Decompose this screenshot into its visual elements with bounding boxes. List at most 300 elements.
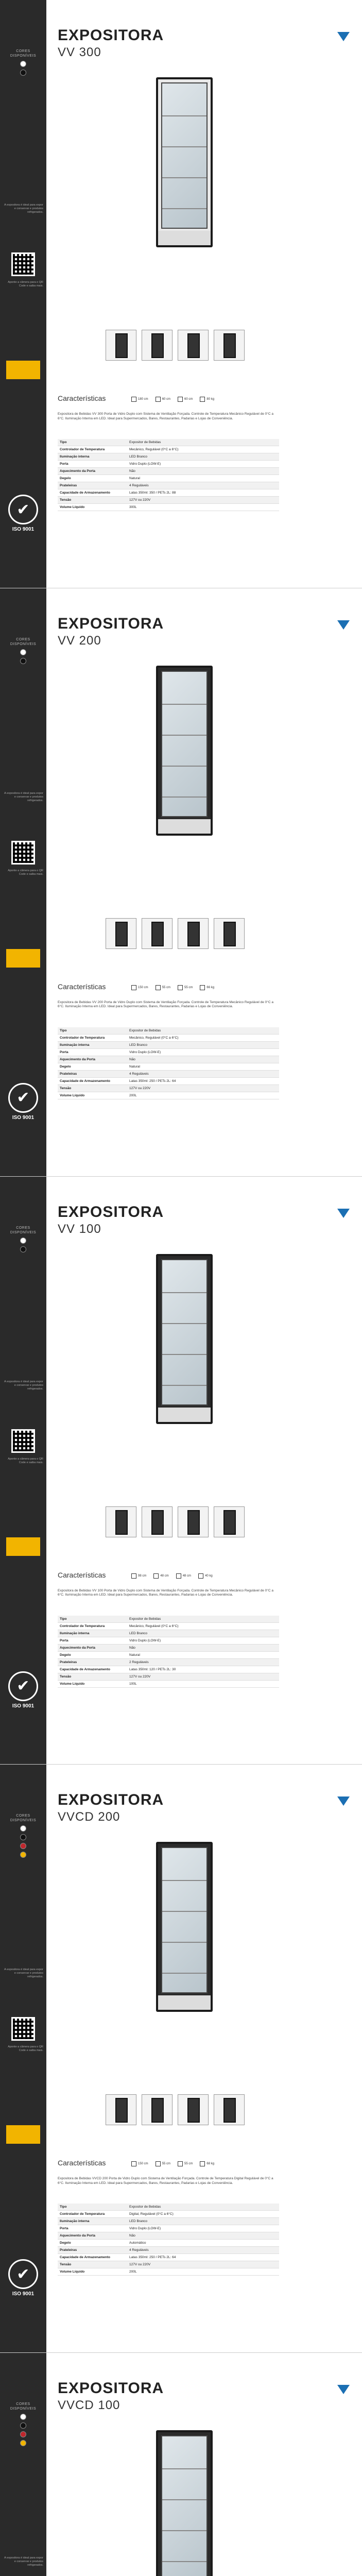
dimension-value: 80 kg	[206, 398, 215, 401]
spec-key: Porta	[58, 2225, 127, 2232]
thumbnail-image	[151, 1510, 164, 1535]
spec-key: Capacidade de Armazenamento	[58, 489, 127, 497]
spec-value: 200L	[127, 1092, 279, 1099]
thumbnail[interactable]	[106, 1506, 136, 1537]
shelf	[162, 146, 206, 147]
dimension-item	[131, 985, 148, 990]
dimension-item	[153, 1573, 168, 1579]
color-swatch[interactable]	[20, 1238, 26, 1244]
color-swatch[interactable]	[20, 2422, 26, 2429]
qr-code-icon[interactable]	[11, 252, 35, 276]
glass-door	[161, 2435, 208, 2576]
dimension-icon	[198, 1573, 203, 1579]
dimension-icon	[131, 397, 136, 402]
qr-note: Aponte a câmera para o QR Code e saiba mais.	[8, 869, 43, 876]
color-swatch[interactable]	[20, 61, 26, 67]
qr-pattern	[13, 254, 33, 275]
iso-label: ISO 9001	[12, 2291, 35, 2297]
spec-row	[58, 475, 279, 482]
spec-row	[58, 446, 279, 453]
spec-value: Natural	[127, 475, 279, 482]
spec-row	[58, 2232, 279, 2240]
color-swatch[interactable]	[20, 2414, 26, 2420]
spec-value: 127V ou 220V	[127, 1084, 279, 1092]
dimension-icon	[200, 985, 205, 990]
shelf	[162, 1292, 206, 1293]
color-swatch[interactable]	[20, 2440, 26, 2446]
spec-key: Prateleiras	[58, 482, 127, 489]
spec-value: Natural	[127, 1651, 279, 1658]
spec-value: Mecânico, Regulável (0°C a 6°C)	[127, 446, 279, 453]
dimension-value: 55 cm	[162, 2162, 171, 2166]
spec-value: 200L	[127, 2268, 279, 2276]
spec-row	[58, 1041, 279, 1048]
shelf	[162, 208, 206, 209]
spec-row	[58, 1658, 279, 1666]
product-model: VV 200	[58, 633, 101, 648]
shelf	[162, 1880, 206, 1881]
spec-value: Vidro Duplo (LOW-E)	[127, 1048, 279, 1056]
sidebar	[0, 0, 46, 588]
sidebar	[0, 2353, 46, 2576]
spec-key: Tensão	[58, 1084, 127, 1092]
shelf	[162, 115, 206, 116]
checkmark-icon: ✔	[8, 495, 38, 524]
shelf	[162, 1942, 206, 1943]
spec-heading: Características	[58, 982, 106, 991]
spec-table	[58, 1027, 279, 1099]
spec-key: Porta	[58, 1048, 127, 1056]
spec-row	[58, 1666, 279, 1673]
thumbnail-image	[187, 333, 200, 358]
cores-label: CORES DISPONÍVEIS	[0, 637, 46, 664]
cores-label: CORES DISPONÍVEIS	[0, 1226, 46, 1252]
spec-row	[58, 482, 279, 489]
spec-row	[58, 468, 279, 475]
spec-key: Iluminação interna	[58, 1041, 127, 1048]
product-title: EXPOSITORA	[58, 27, 164, 44]
shelf	[162, 1354, 206, 1355]
brand-logo-icon	[337, 32, 350, 41]
thumbnail-image	[187, 2098, 200, 2123]
spec-value: Expositor de Bebidas	[127, 439, 279, 446]
product-page	[0, 0, 362, 588]
spec-key: Degelo	[58, 1063, 127, 1070]
spec-heading: Características	[58, 2159, 106, 2167]
spec-value: 4 Reguláveis	[127, 1070, 279, 1077]
product-image	[156, 2430, 213, 2576]
shelf	[162, 1911, 206, 1912]
spec-value: Latas 350ml: 250 / PETs 2L: 64	[127, 2254, 279, 2261]
product-description: Expositora de Bebidas VV 100 Porta de Vidro Duplo com Sistema de Ventilação Forçada. Controle de Temperatura Mecânico Regulável de 0°C a 6°C. Iluminação Interna em LED. Ideal para Supermercados, Bares, Restaurantes, Padarias e Lojas de Conveniência.	[58, 1588, 273, 1597]
dimension-icon	[131, 2161, 136, 2166]
spec-key: Controlador de Temperatura	[58, 446, 127, 453]
dimension-value: 68 kg	[206, 2162, 215, 2166]
spec-key: Prateleiras	[58, 2247, 127, 2254]
spec-row	[58, 2218, 279, 2225]
spec-value: Não	[127, 1644, 279, 1651]
glass-door	[161, 82, 208, 229]
dimension-value: 150 cm	[138, 986, 148, 989]
shelf	[162, 2530, 206, 2531]
spec-row	[58, 1092, 279, 1099]
spec-value: Não	[127, 468, 279, 475]
thumbnail[interactable]	[142, 2094, 173, 2125]
spec-key: Degelo	[58, 1651, 127, 1658]
spec-row	[58, 1027, 279, 1035]
cores-label: CORES DISPONÍVEIS	[0, 2402, 46, 2446]
spec-key: Tensão	[58, 1673, 127, 1680]
spec-value: Vidro Duplo (LOW-E)	[127, 461, 279, 468]
shelf	[162, 177, 206, 178]
thumbnail-strip	[106, 918, 245, 949]
spec-key: Tensão	[58, 497, 127, 504]
spec-row	[58, 439, 279, 446]
color-swatch[interactable]	[20, 1246, 26, 1252]
dimension-item	[131, 2161, 148, 2166]
spec-row	[58, 1056, 279, 1063]
iso-certification	[5, 2259, 41, 2297]
spec-value: LED Branco	[127, 2218, 279, 2225]
thumbnail[interactable]	[106, 918, 136, 949]
thumbnail[interactable]	[214, 2094, 245, 2125]
thumbnail-image	[187, 1510, 200, 1535]
dimension-icon	[131, 985, 136, 990]
color-swatch[interactable]	[20, 70, 26, 76]
dimension-icon	[153, 1573, 159, 1579]
dimension-icon	[131, 1573, 136, 1579]
spec-row	[58, 1084, 279, 1092]
spec-key: Porta	[58, 1637, 127, 1644]
spec-value: 127V ou 220V	[127, 1673, 279, 1680]
spec-value: Latas 350ml: 120 / PETs 2L: 30	[127, 1666, 279, 1673]
spec-row	[58, 2211, 279, 2218]
spec-key: Tipo	[58, 439, 127, 446]
brand-logo-icon	[337, 2385, 350, 2394]
brand-logo-icon	[337, 1797, 350, 1806]
qr-pattern	[13, 2019, 33, 2039]
color-swatch[interactable]	[20, 1843, 26, 1849]
dimension-item	[131, 397, 148, 402]
dimension-item	[200, 397, 214, 402]
thumbnail-image	[223, 333, 236, 358]
product-title: EXPOSITORA	[58, 1791, 164, 1809]
spec-value: Não	[127, 2232, 279, 2240]
fridge-base	[158, 819, 211, 834]
brand-logo-icon	[337, 1209, 350, 1218]
spec-row	[58, 1673, 279, 1680]
spec-value: LED Branco	[127, 1630, 279, 1637]
product-description: Expositora de Bebidas VVCD 200 Porta de Vidro Duplo com Sistema de Ventilação Forçada. Controle de Temperatura Digital Regulável de 0°C a 6°C. Iluminação Interna em LED. Ideal para Supermercados, Bares, Restaurantes, Padarias e Lojas de Conveniência.	[58, 2177, 273, 2185]
spec-key: Capacidade de Armazenamento	[58, 2254, 127, 2261]
spec-row	[58, 2261, 279, 2268]
warranty-badge	[6, 2125, 40, 2144]
sidebar-note: A expositora é ideal para expor e conservar e produtos refrigerados.	[4, 791, 43, 802]
spec-value: 100L	[127, 1680, 279, 1687]
sidebar-note: A expositora é ideal para expor e conservar e produtos refrigerados.	[4, 2556, 43, 2567]
fridge-base	[158, 1408, 211, 1422]
sidebar	[0, 1765, 46, 2352]
spec-row	[58, 2247, 279, 2254]
color-swatch[interactable]	[20, 1825, 26, 1832]
dimension-item	[156, 2161, 170, 2166]
spec-row	[58, 461, 279, 468]
iso-certification	[5, 495, 41, 532]
spec-value: Latas 350ml: 350 / PETs 2L: 88	[127, 489, 279, 497]
warranty-badge	[6, 1537, 40, 1556]
spec-row	[58, 1644, 279, 1651]
checkmark-icon: ✔	[8, 1671, 38, 1701]
shelf	[162, 2561, 206, 2562]
dimension-icon	[178, 397, 183, 402]
glass-door	[161, 1259, 208, 1405]
sidebar-note: A expositora é ideal para expor e conservar e produtos refrigerados.	[4, 1380, 43, 1391]
product-page	[0, 1177, 362, 1765]
spec-key: Iluminação interna	[58, 2218, 127, 2225]
thumbnail[interactable]	[142, 330, 173, 361]
spec-row	[58, 2240, 279, 2247]
product-title: EXPOSITORA	[58, 615, 164, 632]
spec-key: Volume Líquido	[58, 504, 127, 511]
spec-row	[58, 1034, 279, 1041]
thumbnail-strip	[106, 2094, 245, 2125]
shelf	[162, 2499, 206, 2500]
color-swatch[interactable]	[20, 658, 26, 664]
product-title: EXPOSITORA	[58, 2380, 164, 2397]
dimension-item	[198, 1573, 213, 1579]
spec-value: Digital, Regulável (0°C a 6°C)	[127, 2211, 279, 2218]
dimension-value: 55 cm	[162, 986, 171, 989]
product-page	[0, 588, 362, 1177]
qr-code-icon[interactable]	[11, 1429, 35, 1453]
thumbnail-strip	[106, 330, 245, 361]
shelf	[162, 735, 206, 736]
dimension-icon	[176, 1573, 181, 1579]
dimensions	[131, 2161, 214, 2166]
spec-key: Iluminação interna	[58, 1630, 127, 1637]
spec-key: Controlador de Temperatura	[58, 2211, 127, 2218]
spec-row	[58, 2254, 279, 2261]
thumbnail-image	[187, 922, 200, 946]
shelf	[162, 2468, 206, 2469]
spec-value: Expositor de Bebidas	[127, 1616, 279, 1623]
dimension-item	[131, 1573, 146, 1579]
spec-key: Prateleiras	[58, 1070, 127, 1077]
fridge-base	[158, 1995, 211, 2010]
thumbnail-strip	[106, 1506, 245, 1537]
color-swatch[interactable]	[20, 1834, 26, 1840]
thumbnail-image	[115, 922, 128, 946]
thumbnail-image	[151, 333, 164, 358]
spec-heading: Características	[58, 1570, 106, 1579]
checkmark-icon: ✔	[8, 1083, 38, 1113]
thumbnail[interactable]	[106, 2094, 136, 2125]
spec-row	[58, 1680, 279, 1687]
thumbnail-image	[223, 922, 236, 946]
dimension-value: 48 cm	[160, 1574, 169, 1578]
dimension-item	[200, 2161, 214, 2166]
thumbnail-image	[115, 2098, 128, 2123]
shelf	[162, 704, 206, 705]
sidebar-note: A expositora é ideal para expor e conservar e produtos refrigerados.	[4, 204, 43, 214]
thumbnail-image	[151, 922, 164, 946]
dimension-icon	[178, 2161, 183, 2166]
product-image	[156, 666, 213, 836]
spec-row	[58, 1616, 279, 1623]
fridge-base	[158, 231, 211, 245]
shelf	[162, 1323, 206, 1324]
thumbnail[interactable]	[214, 1506, 245, 1537]
dimension-icon	[200, 2161, 205, 2166]
spec-key: Volume Líquido	[58, 1680, 127, 1687]
spec-value: Automático	[127, 2240, 279, 2247]
product-model: VV 100	[58, 1222, 101, 1236]
spec-value: 127V ou 220V	[127, 497, 279, 504]
thumbnail-image	[223, 1510, 236, 1535]
spec-value: Natural	[127, 1063, 279, 1070]
spec-key: Porta	[58, 461, 127, 468]
cores-label: CORES DISPONÍVEIS	[0, 49, 46, 76]
dimension-item	[156, 397, 170, 402]
spec-value: Expositor de Bebidas	[127, 2204, 279, 2211]
dimension-value: 150 cm	[138, 2162, 148, 2166]
dimension-item	[176, 1573, 191, 1579]
iso-certification	[5, 1083, 41, 1121]
iso-certification	[5, 1671, 41, 1709]
product-image	[156, 77, 213, 247]
sidebar-note: A expositora é ideal para expor e conservar e produtos refrigerados.	[4, 1968, 43, 1979]
spec-row	[58, 1070, 279, 1077]
spec-row	[58, 1063, 279, 1070]
spec-row	[58, 497, 279, 504]
product-title: EXPOSITORA	[58, 1203, 164, 1221]
product-model: VV 300	[58, 45, 101, 59]
spec-table	[58, 1616, 279, 1688]
spec-key: Degelo	[58, 2240, 127, 2247]
spec-value: LED Branco	[127, 453, 279, 461]
qr-code-icon[interactable]	[11, 2017, 35, 2041]
cores-label: CORES DISPONÍVEIS	[0, 1814, 46, 1858]
spec-table	[58, 439, 279, 511]
dimension-value: 98 cm	[138, 1574, 147, 1578]
spec-value: LED Branco	[127, 1041, 279, 1048]
dimension-value: 60 cm	[184, 398, 193, 401]
spec-value: Vidro Duplo (LOW-E)	[127, 2225, 279, 2232]
spec-value: Mecânico, Regulável (0°C a 6°C)	[127, 1034, 279, 1041]
sidebar	[0, 588, 46, 1176]
qr-note: Aponte a câmera para o QR Code e saiba mais.	[8, 1457, 43, 1464]
thumbnail[interactable]	[142, 1506, 173, 1537]
spec-value: Latas 350ml: 250 / PETs 2L: 64	[127, 1077, 279, 1084]
iso-label: ISO 9001	[12, 1703, 35, 1709]
thumbnail-image	[151, 2098, 164, 2123]
spec-row	[58, 504, 279, 511]
dimension-icon	[156, 985, 161, 990]
color-swatch[interactable]	[20, 1852, 26, 1858]
dimension-icon	[200, 397, 205, 402]
spec-value: Vidro Duplo (LOW-E)	[127, 1637, 279, 1644]
spec-key: Tipo	[58, 1616, 127, 1623]
thumbnail[interactable]	[178, 1506, 209, 1537]
spec-key: Aquecimento da Porta	[58, 2232, 127, 2240]
glass-door	[161, 1847, 208, 1993]
iso-label: ISO 9001	[12, 527, 35, 532]
product-image	[156, 1842, 213, 2012]
spec-row	[58, 1637, 279, 1644]
dimension-icon	[156, 397, 161, 402]
thumbnail[interactable]	[178, 2094, 209, 2125]
qr-code-icon[interactable]	[11, 841, 35, 865]
product-model: VVCD 100	[58, 2398, 120, 2413]
thumbnail[interactable]	[214, 918, 245, 949]
thumbnail-image	[223, 2098, 236, 2123]
spec-row	[58, 1048, 279, 1056]
qr-note: Aponte a câmera para o QR Code e saiba mais.	[8, 2045, 43, 2053]
shelf	[162, 796, 206, 798]
thumbnail[interactable]	[142, 918, 173, 949]
spec-row	[58, 2268, 279, 2276]
spec-row	[58, 453, 279, 461]
thumbnail[interactable]	[214, 330, 245, 361]
shelf	[162, 1385, 206, 1386]
color-swatch[interactable]	[20, 649, 26, 655]
thumbnail-image	[115, 333, 128, 358]
spec-value: 127V ou 220V	[127, 2261, 279, 2268]
qr-pattern	[13, 842, 33, 863]
checkmark-icon: ✔	[8, 2259, 38, 2289]
product-description: Expositora de Bebidas VV 200 Porta de Vidro Duplo com Sistema de Ventilação Forçada. Controle de Temperatura Mecânico Regulável de 0°C a 6°C. Iluminação Interna em LED. Ideal para Supermercados, Bares, Restaurantes, Padarias e Lojas de Conveniência.	[58, 1000, 273, 1009]
spec-key: Tipo	[58, 1027, 127, 1035]
thumbnail-image	[115, 1510, 128, 1535]
spec-row	[58, 489, 279, 497]
dimension-value: 180 cm	[138, 398, 148, 401]
dimensions	[131, 397, 214, 402]
thumbnail[interactable]	[178, 330, 209, 361]
qr-note: Aponte a câmera para o QR Code e saiba mais.	[8, 281, 43, 287]
spec-row	[58, 2204, 279, 2211]
spec-row	[58, 1630, 279, 1637]
spec-key: Capacidade de Armazenamento	[58, 1077, 127, 1084]
color-swatch[interactable]	[20, 2431, 26, 2437]
warranty-badge	[6, 949, 40, 968]
spec-value: Mecânico, Regulável (0°C a 6°C)	[127, 1622, 279, 1630]
spec-key: Volume Líquido	[58, 2268, 127, 2276]
spec-key: Degelo	[58, 475, 127, 482]
dimension-item	[156, 985, 170, 990]
spec-value: 2 Reguláveis	[127, 1658, 279, 1666]
spec-key: Capacidade de Armazenamento	[58, 1666, 127, 1673]
spec-heading: Características	[58, 394, 106, 402]
dimension-icon	[156, 2161, 161, 2166]
thumbnail[interactable]	[106, 330, 136, 361]
product-model: VVCD 200	[58, 1810, 120, 1824]
spec-key: Controlador de Temperatura	[58, 1622, 127, 1630]
sidebar	[0, 1177, 46, 1765]
glass-door	[161, 671, 208, 817]
warranty-badge	[6, 361, 40, 379]
spec-key: Prateleiras	[58, 1658, 127, 1666]
thumbnail[interactable]	[178, 918, 209, 949]
dimension-icon	[178, 985, 183, 990]
dimension-item	[200, 985, 214, 990]
product-image	[156, 1254, 213, 1424]
shelf	[162, 1973, 206, 1974]
dimension-item	[178, 397, 193, 402]
spec-key: Aquecimento da Porta	[58, 1644, 127, 1651]
spec-table	[58, 2204, 279, 2276]
spec-key: Controlador de Temperatura	[58, 1034, 127, 1041]
dimension-value: 55 cm	[184, 986, 193, 989]
